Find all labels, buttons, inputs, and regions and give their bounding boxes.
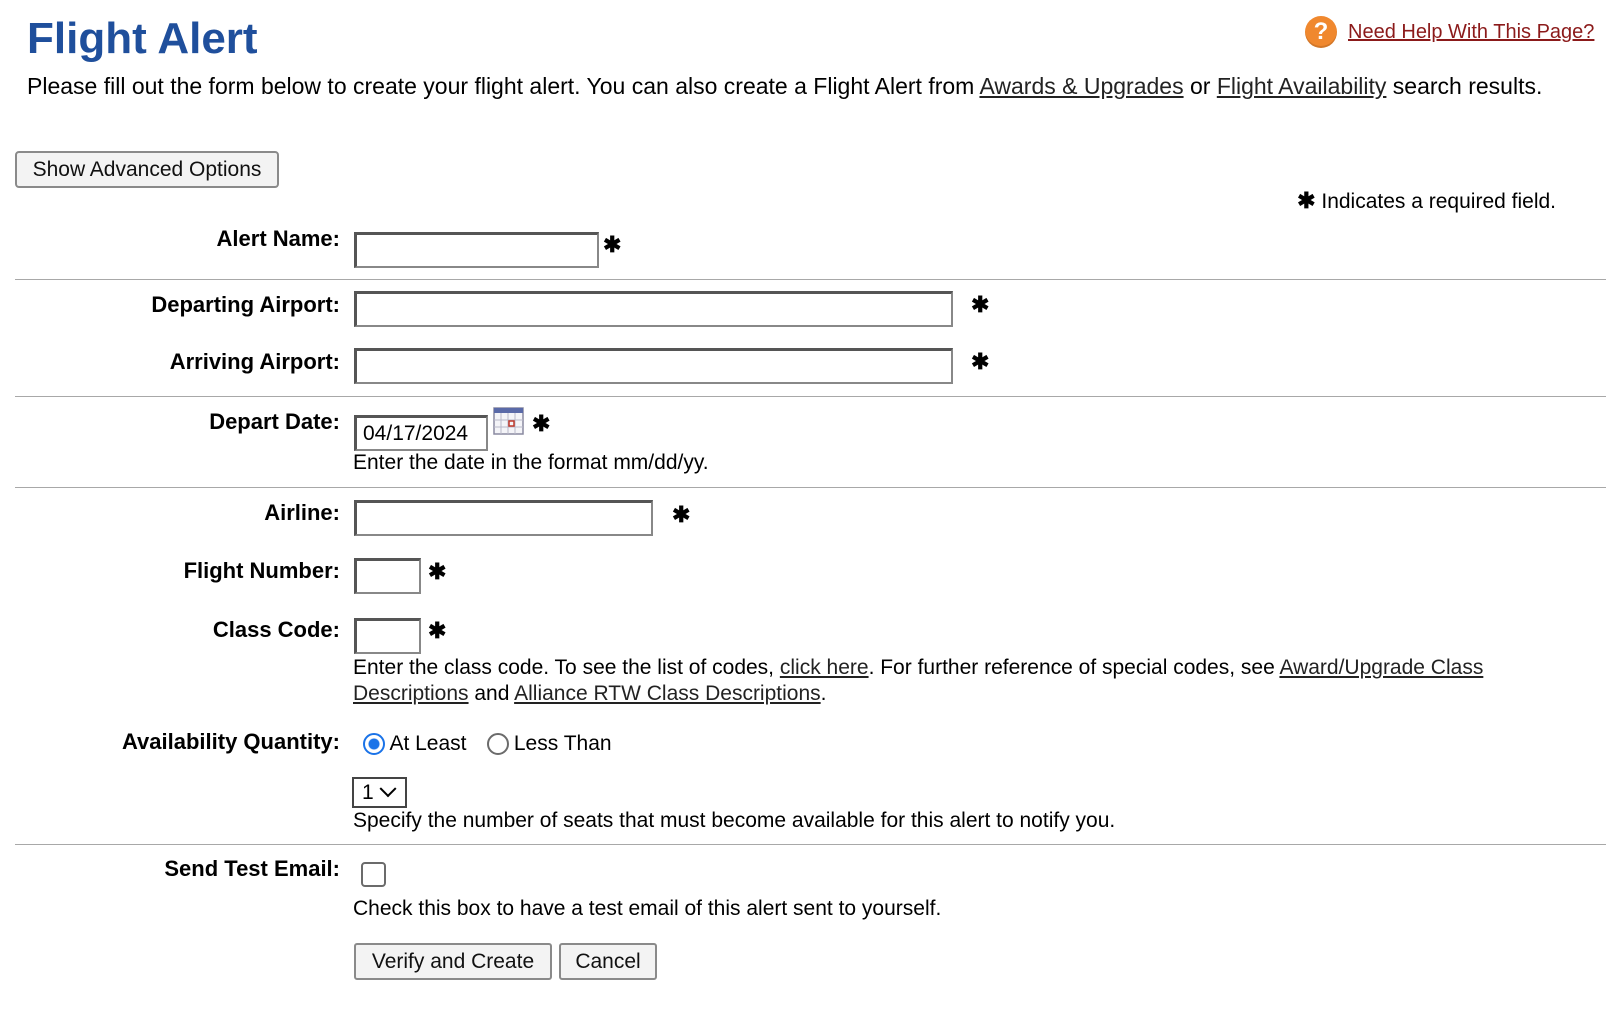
departing-airport-label: Departing Airport:: [151, 292, 340, 317]
class-code-hint-text: Enter the class code. To see the list of codes,: [353, 656, 780, 679]
chevron-down-icon: [379, 780, 396, 797]
availability-quantity-options: [363, 732, 612, 756]
required-field-note-text: Indicates a required field.: [1321, 190, 1556, 213]
alert-name-label: Alert Name:: [216, 226, 340, 251]
verify-and-create-button[interactable]: Verify and Create: [354, 943, 552, 980]
depart-date-input[interactable]: [354, 415, 488, 451]
required-field-note: [1297, 190, 1556, 214]
class-code-input[interactable]: [354, 618, 421, 654]
depart-date-label: Depart Date:: [209, 409, 340, 434]
divider: [15, 396, 1606, 397]
flight-availability-link[interactable]: Flight Availability: [1216, 73, 1387, 99]
class-code-label: Class Code:: [212, 617, 340, 642]
question-icon[interactable]: ?: [1305, 16, 1337, 48]
intro-text-part: Please fill out the form below to create your flight alert. You can also create a Flight Alert from: [27, 73, 980, 99]
send-test-email-hint: Check this box to have a test email of this alert sent to yourself.: [353, 897, 942, 920]
arriving-airport-label: Arriving Airport:: [169, 349, 340, 374]
send-test-email-label: Send Test Email:: [164, 856, 340, 881]
awards-upgrades-link[interactable]: Awards & Upgrades: [979, 73, 1184, 99]
class-code-hint: [353, 655, 1583, 707]
intro-text-part: or: [1183, 73, 1217, 99]
class-code-hint-text: . For further reference of special codes, see: [868, 656, 1280, 679]
availability-quantity-value: 1: [362, 780, 374, 804]
required-star-icon: ✱: [603, 232, 622, 257]
flight-number-input[interactable]: [354, 558, 421, 594]
intro-text-part: search results.: [1386, 73, 1543, 99]
airline-input[interactable]: [354, 500, 653, 536]
at-least-radio[interactable]: [363, 733, 385, 755]
departing-airport-input[interactable]: [354, 291, 953, 327]
required-star-icon: ✱: [672, 502, 691, 527]
class-code-hint-text: and: [468, 682, 515, 705]
page-title: Flight Alert: [27, 14, 258, 63]
divider: [15, 844, 1606, 845]
send-test-email-checkbox[interactable]: [361, 862, 386, 887]
required-star-icon: ✱: [428, 559, 447, 584]
alert-name-input[interactable]: [354, 232, 599, 268]
alliance-rtw-class-descriptions-link[interactable]: Alliance RTW Class Descriptions: [514, 682, 821, 705]
award-upgrade-class-descriptions-link[interactable]: Award/Upgrade Class Descriptions: [353, 656, 1484, 705]
divider: [15, 279, 1606, 280]
required-star-icon: ✱: [971, 349, 990, 374]
at-least-label[interactable]: At Least: [389, 732, 467, 755]
availability-quantity-hint: Specify the number of seats that must become available for this alert to notify you.: [353, 809, 1116, 832]
cancel-button[interactable]: Cancel: [559, 943, 657, 980]
depart-date-hint: Enter the date in the format mm/dd/yy.: [353, 451, 709, 474]
help-link[interactable]: Need Help With This Page?: [1348, 20, 1595, 43]
required-star-icon: ✱: [971, 292, 990, 317]
availability-quantity-label: Availability Quantity:: [121, 729, 340, 754]
arriving-airport-input[interactable]: [354, 348, 953, 384]
intro-text: [27, 73, 1567, 100]
availability-quantity-select[interactable]: [352, 777, 407, 808]
calendar-icon[interactable]: [493, 407, 524, 435]
less-than-label[interactable]: Less Than: [513, 732, 612, 755]
divider: [15, 487, 1606, 488]
class-codes-click-here-link[interactable]: click here: [779, 656, 869, 679]
required-star-icon: ✱: [1297, 188, 1316, 213]
airline-label: Airline:: [264, 500, 340, 525]
class-code-hint-text: .: [820, 682, 827, 705]
required-star-icon: ✱: [532, 411, 551, 436]
help-link-container[interactable]: [1305, 14, 1594, 50]
required-star-icon: ✱: [428, 618, 447, 643]
show-advanced-options-button[interactable]: Show Advanced Options: [15, 151, 279, 188]
less-than-radio[interactable]: [487, 733, 509, 755]
flight-number-label: Flight Number:: [183, 558, 340, 583]
